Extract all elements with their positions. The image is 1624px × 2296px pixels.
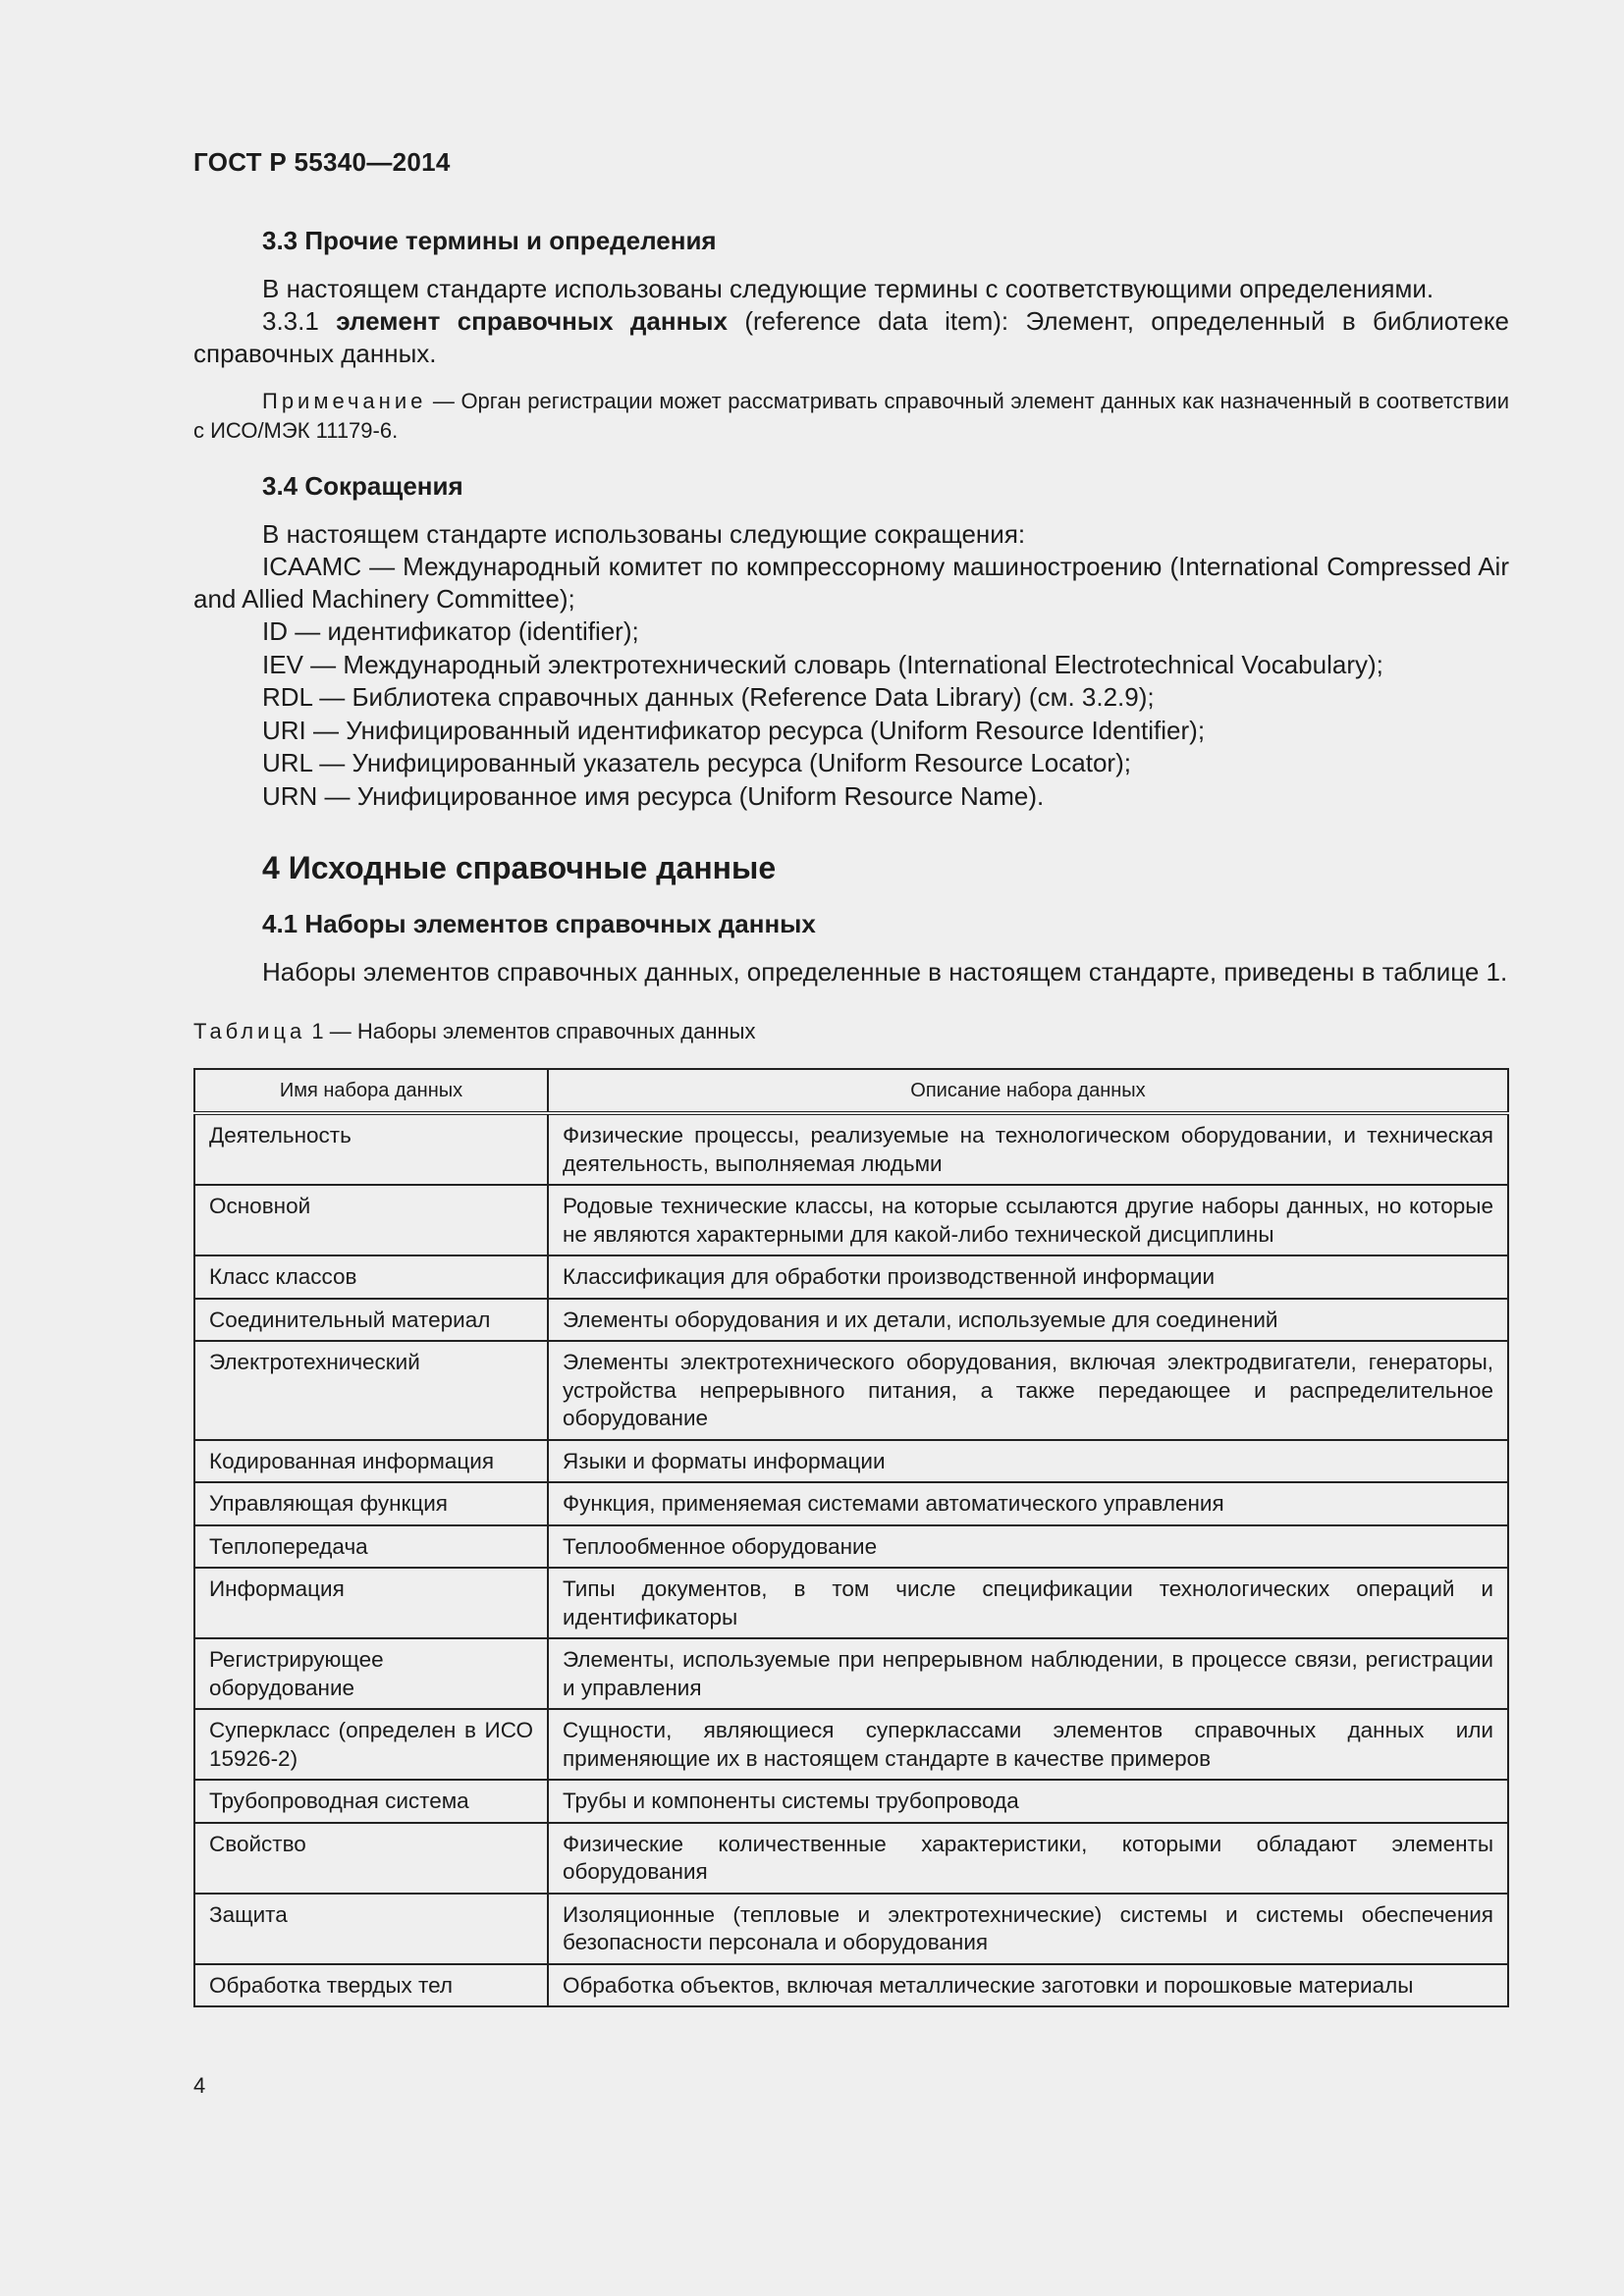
table-row: [194, 1568, 1508, 1638]
section-3-3-body: [193, 273, 1509, 370]
section-4-1-intro: Наборы элементов справочных данных, определенные в настоящем стандарте, приведены в таблице 1.: [262, 957, 1508, 987]
abbreviation-item: URN — Унифицированное имя ресурса (Uniform Resource Name).: [262, 780, 1045, 811]
section-3-4-title: 3.4 Сокращения: [262, 471, 463, 501]
dataset-description-cell: Элементы, используемые при непрерывном наблюдении, в процессе связи, регистрации и управления: [548, 1638, 1508, 1709]
dataset-description-cell: Языки и форматы информации: [548, 1440, 1508, 1483]
dataset-name-cell: Защита: [194, 1894, 548, 1964]
section-4: [193, 850, 1509, 886]
dataset-name-cell: Класс классов: [194, 1255, 548, 1299]
dataset-name-cell: Теплопередача: [194, 1525, 548, 1569]
dataset-name-cell: Деятельность: [194, 1113, 548, 1185]
dataset-description-cell: Теплообменное оборудование: [548, 1525, 1508, 1569]
dataset-description-cell: Трубы и компоненты системы трубопровода: [548, 1780, 1508, 1823]
dataset-name-cell: Свойство: [194, 1823, 548, 1894]
section-4-1: [193, 909, 1509, 939]
abbreviation-item: URI — Унифицированный идентификатор ресурса (Uniform Resource Identifier);: [262, 715, 1206, 745]
section-3-4: [193, 471, 1509, 502]
dataset-description-cell: Сущности, являющиеся суперклассами элементов справочных данных или применяющие их в настоящем стандарте в качестве примеров: [548, 1709, 1508, 1780]
table-header-row: [194, 1069, 1508, 1113]
dataset-name-cell: Управляющая функция: [194, 1482, 548, 1525]
dataset-name-cell: Кодированная информация: [194, 1440, 548, 1483]
column-header-description: Описание набора данных: [548, 1069, 1508, 1113]
note-block: [193, 387, 1509, 446]
table-row: [194, 1894, 1508, 1964]
dataset-name-cell: Суперкласс (определен в ИСО 15926-2): [194, 1709, 548, 1780]
note-label: Примечание: [262, 389, 427, 413]
document-header-id: ГОСТ Р 55340—2014: [193, 147, 451, 177]
table-row: [194, 1964, 1508, 2007]
dataset-description-cell: Физические количественные характеристики, которыми обладают элементы оборудования: [548, 1823, 1508, 1894]
reference-data-sets-table: [193, 1068, 1509, 2007]
abbreviation-item: ID — идентификатор (identifier);: [262, 616, 639, 646]
table-caption-label: Таблица: [193, 1019, 306, 1043]
note: [193, 387, 1509, 446]
section-4-1-title: 4.1 Наборы элементов справочных данных: [262, 909, 816, 938]
table-row: [194, 1185, 1508, 1255]
dataset-name-cell: Основной: [194, 1185, 548, 1255]
section-3-3-intro: В настоящем стандарте использованы следующие термины с соответствующими определениями.: [262, 274, 1435, 303]
abbreviation-item: ICAAMC — Международный комитет по компрессорному машиностроению (International Compressed Air and Allied Machinery Committee);: [193, 552, 1509, 614]
table-row: [194, 1638, 1508, 1709]
dataset-description-cell: Элементы оборудования и их детали, используемые для соединений: [548, 1299, 1508, 1342]
section-4-1-body: [193, 956, 1509, 988]
abbreviation-item: URL — Унифицированный указатель ресурса (Uniform Resource Locator);: [262, 748, 1131, 777]
dataset-name-cell: Трубопроводная система: [194, 1780, 548, 1823]
dataset-name-cell: Регистрирующее оборудование: [194, 1638, 548, 1709]
term-name: элемент справочных данных: [336, 306, 728, 336]
term-definition: (reference data item): Элемент, определенный в библиотеке справочных данных.: [193, 306, 1509, 368]
table-row: [194, 1823, 1508, 1894]
table-row: [194, 1780, 1508, 1823]
table-caption: [193, 1019, 1509, 1044]
dataset-description-cell: Классификация для обработки производственной информации: [548, 1255, 1508, 1299]
dataset-description-cell: Функция, применяемая системами автоматического управления: [548, 1482, 1508, 1525]
table-row: [194, 1709, 1508, 1780]
dataset-name-cell: Электротехнический: [194, 1341, 548, 1440]
table-caption-text: 1 — Наборы элементов справочных данных: [305, 1019, 756, 1043]
dataset-description-cell: Родовые технические классы, на которые ссылаются другие наборы данных, но которые не являются характерными для какой-либо технической дисциплины: [548, 1185, 1508, 1255]
section-4-title: 4 Исходные справочные данные: [262, 850, 777, 885]
term-number: 3.3.1: [262, 306, 337, 336]
dataset-name-cell: Информация: [194, 1568, 548, 1638]
table-row: [194, 1299, 1508, 1342]
abbreviation-item: IEV — Международный электротехнический словарь (International Electrotechnical Vocabulary);: [262, 649, 1383, 679]
page-number: 4: [193, 2073, 206, 2098]
dataset-description-cell: Элементы электротехнического оборудования, включая электродвигатели, генераторы, устройства непрерывного питания, а также передающее и распределительное оборудование: [548, 1341, 1508, 1440]
section-3-4-intro: В настоящем стандарте использованы следующие сокращения:: [262, 519, 1026, 549]
dataset-name-cell: Обработка твердых тел: [194, 1964, 548, 2007]
abbreviation-item: RDL — Библиотека справочных данных (Reference Data Library) (см. 3.2.9);: [262, 682, 1155, 712]
section-3-3-title: 3.3 Прочие термины и определения: [262, 226, 717, 255]
table-row: [194, 1440, 1508, 1483]
note-text: — Орган регистрации может рассматривать справочный элемент данных как назначенный в соответствии с ИСО/МЭК 11179-6.: [193, 389, 1509, 443]
dataset-description-cell: Изоляционные (тепловые и электротехнические) системы и системы обеспечения безопасности персонала и оборудования: [548, 1894, 1508, 1964]
section-3-4-body: [193, 518, 1509, 813]
term-3-3-1: [193, 305, 1509, 370]
table-row: [194, 1341, 1508, 1440]
column-header-name: Имя набора данных: [194, 1069, 548, 1113]
section-3-3: [193, 226, 1509, 256]
dataset-description-cell: Типы документов, в том числе спецификации технологических операций и идентификаторы: [548, 1568, 1508, 1638]
table-row: [194, 1482, 1508, 1525]
table-row: [194, 1525, 1508, 1569]
dataset-name-cell: Соединительный материал: [194, 1299, 548, 1342]
dataset-description-cell: Обработка объектов, включая металлические заготовки и порошковые материалы: [548, 1964, 1508, 2007]
table-row: [194, 1113, 1508, 1185]
dataset-description-cell: Физические процессы, реализуемые на технологическом оборудовании, и техническая деятельность, выполняемая людьми: [548, 1113, 1508, 1185]
table-row: [194, 1255, 1508, 1299]
